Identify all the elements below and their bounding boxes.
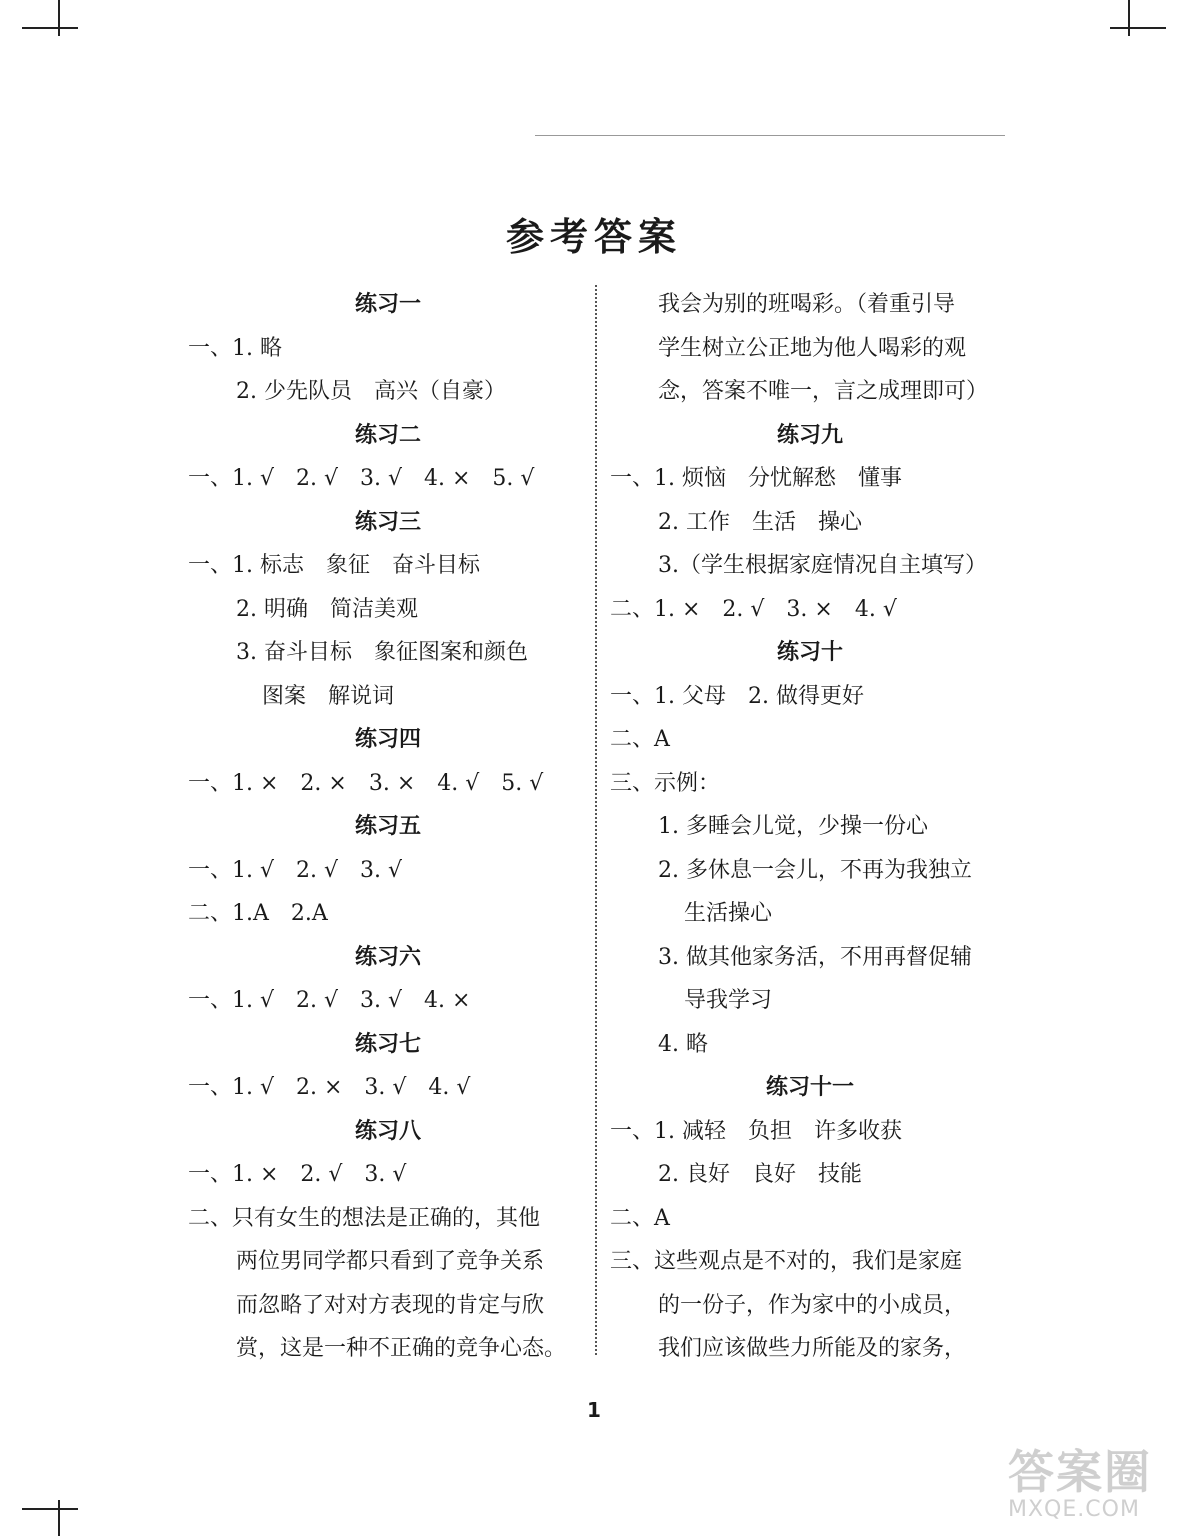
exercise-heading: 练习十一	[765, 1074, 854, 1100]
answer-line: 念，答案不唯一，言之成理即可）	[658, 379, 989, 404]
answer-line: 2. 少先队员 高兴（自豪）	[236, 379, 506, 404]
page-title: 参考答案	[505, 215, 682, 259]
watermark-url-text: MXQE.COM	[1008, 1497, 1140, 1522]
answer-line: 2. 明确 简洁美观	[236, 596, 418, 622]
answer-line: 2. 良好 良好 技能	[658, 1162, 862, 1187]
exercise-heading: 练习一	[354, 291, 421, 317]
exercise-heading: 练习五	[354, 813, 421, 839]
answer-line: 一、1. √ 2. √ 3. √ 4. × 5. √	[188, 466, 535, 491]
answer-line: 2. 工作 生活 操心	[658, 509, 862, 535]
column-divider	[595, 285, 597, 1355]
answer-line: 一、1. × 2. √ 3. √	[188, 1162, 407, 1187]
crop-mark-top-left-h	[22, 27, 78, 29]
exercise-heading: 练习九	[776, 421, 843, 448]
answer-line: 生活操心	[684, 901, 773, 926]
answer-line: 一、1. 烦恼 分忧解愁 懂事	[610, 466, 902, 491]
answer-line: 一、1. 标志 象征 奋斗目标	[188, 553, 480, 578]
answer-line: 而忽略了对对方表现的肯定与欣	[236, 1292, 545, 1318]
answer-line: 的一份子，作为家中的小成员，	[658, 1292, 967, 1318]
answer-line: 二、A	[610, 1205, 670, 1231]
exercise-heading: 练习十	[776, 639, 843, 665]
answer-line: 1. 多睡会儿觉，少操一份心	[658, 814, 928, 839]
answer-line: 2. 多休息一会儿，不再为我独立	[658, 857, 972, 883]
answer-line: 二、只有女生的想法是正确的，其他	[188, 1205, 541, 1231]
crop-mark-bottom-left-v	[58, 1500, 60, 1536]
answer-line: 我们应该做些力所能及的家务，	[658, 1336, 967, 1361]
left-column	[188, 283, 588, 1371]
page-number: 1	[587, 1398, 601, 1422]
answer-line: 3. 奋斗目标 象征图案和颜色	[236, 640, 528, 665]
answer-line: 二、A	[610, 727, 670, 752]
answer-line: 一、1. × 2. × 3. × 4. √ 5. √	[188, 770, 544, 796]
answer-line: 一、1. 减轻 负担 许多收获	[610, 1118, 902, 1144]
answer-line: 赏，这是一种不正确的竞争心态。	[236, 1336, 567, 1361]
header-rule	[535, 135, 1005, 136]
exercise-heading: 练习二	[354, 421, 421, 448]
answer-line: 导我学习	[684, 988, 773, 1013]
answer-line: 一、1. √ 2. √ 3. √ 4. ×	[188, 988, 471, 1013]
exercise-heading: 练习四	[354, 726, 421, 752]
answer-line: 学生树立公正地为他人喝彩的观	[658, 335, 967, 361]
crop-mark-bottom-left-h	[22, 1508, 78, 1510]
right-column	[610, 283, 1010, 1371]
answer-line: 图案 解说词	[262, 683, 395, 709]
answer-line: 一、1. 略	[188, 335, 282, 361]
answer-line: 我会为别的班喝彩。（着重引导	[658, 292, 956, 317]
exercise-heading: 练习七	[354, 1030, 421, 1057]
crop-mark-top-right-h	[1110, 27, 1166, 29]
answer-line: 3. 做其他家务活，不用再督促辅	[658, 944, 972, 970]
answer-line: 两位男同学都只看到了竞争关系	[236, 1249, 545, 1274]
answer-line: 3.（学生根据家庭情况自主填写）	[658, 553, 987, 578]
watermark-main-text: 答案圈	[1008, 1445, 1152, 1499]
exercise-heading: 练习三	[354, 508, 421, 535]
answer-line: 二、1.A 2.A	[188, 901, 328, 926]
exercise-heading: 练习六	[354, 943, 421, 970]
exercise-heading: 练习八	[354, 1117, 421, 1144]
answer-line: 三、这些观点是不对的，我们是家庭	[610, 1249, 963, 1274]
crop-mark-top-right-v	[1128, 0, 1130, 36]
watermark-logo	[1008, 1446, 1178, 1526]
answer-line: 一、1. √ 2. × 3. √ 4. √	[188, 1075, 471, 1100]
answer-line: 一、1. 父母 2. 做得更好	[610, 683, 864, 709]
answer-line: 一、1. √ 2. √ 3. √	[188, 857, 403, 883]
crop-mark-top-left-v	[58, 0, 60, 36]
answer-line: 二、1. × 2. √ 3. × 4. √	[610, 596, 897, 622]
answer-line: 4. 略	[658, 1031, 708, 1057]
answer-line: 三、示例：	[610, 770, 721, 796]
